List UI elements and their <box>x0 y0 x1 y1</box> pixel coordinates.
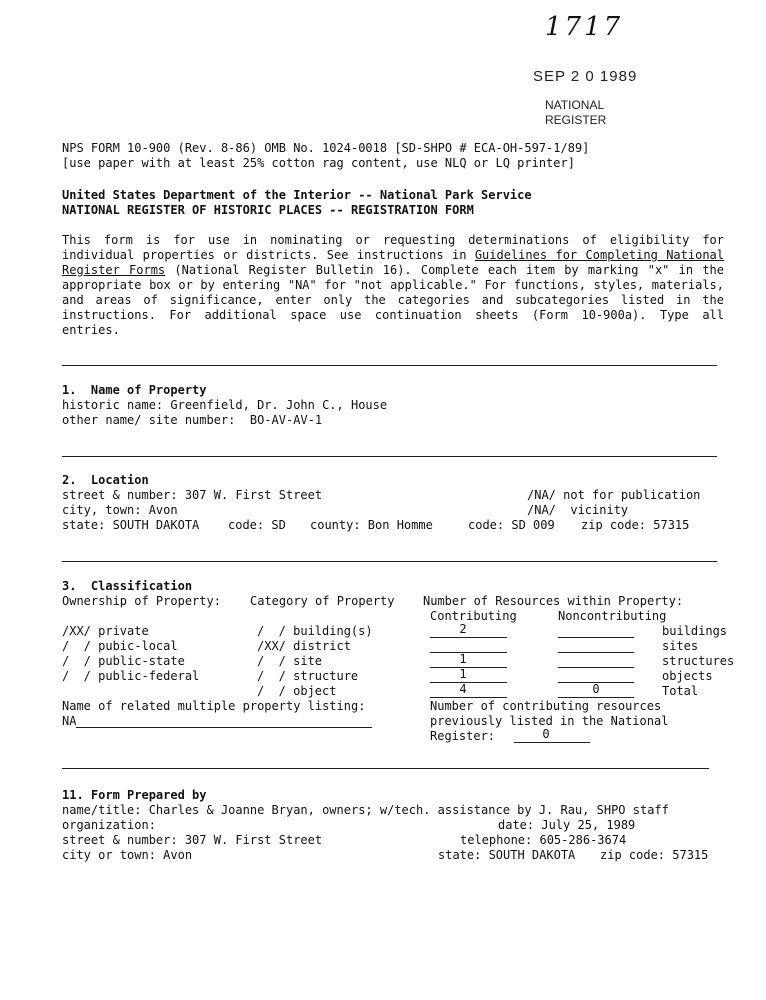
preparer-organization: organization: <box>62 818 156 832</box>
noncontributing-blank <box>558 667 634 668</box>
ownership-label: Ownership of Property: <box>62 594 221 608</box>
handwritten-number: 1717 <box>545 12 624 42</box>
section1-heading: 1. Name of Property <box>62 383 207 397</box>
received-date-stamp: SEP 2 0 1989 <box>533 68 638 85</box>
section3-heading: 3. Classification <box>62 579 193 593</box>
section-divider <box>62 561 717 562</box>
preparer-state: state: SOUTH DAKOTA <box>438 848 576 862</box>
stamp-national: NATIONAL <box>545 98 605 112</box>
section2-heading: 2. Location <box>62 473 149 487</box>
ownership-option: / / public-federal <box>62 669 200 683</box>
preparer-date: date: July 25, 1989 <box>498 818 636 832</box>
ownership-option: / / pubic-local <box>62 639 178 653</box>
resource-type-label: buildings <box>662 624 728 638</box>
ownership-option: / / public-state <box>62 654 185 668</box>
noncontributing-total: 0 <box>592 682 600 696</box>
contributing-count: 1 <box>459 667 467 681</box>
zip-code: zip code: 57315 <box>581 518 690 532</box>
previously-listed-label: Number of contributing resources <box>430 699 662 713</box>
preparer-telephone: telephone: 605-286-3674 <box>460 833 627 847</box>
category-option: / / object <box>257 684 337 698</box>
county-code: code: SD 009 <box>468 518 555 532</box>
category-label: Category of Property <box>250 594 395 608</box>
noncontributing-blank <box>558 637 634 638</box>
state-code: code: SD <box>228 518 286 532</box>
category-option: / / building(s) <box>257 624 373 638</box>
previously-listed-count: 0 <box>542 727 550 741</box>
vicinity: /NA/ vicinity <box>527 503 629 517</box>
form-title: NATIONAL REGISTER OF HISTORIC PLACES -- REGISTRATION FORM <box>62 203 474 217</box>
section11-heading: 11. Form Prepared by <box>62 788 207 802</box>
related-listing-value: NA <box>62 714 77 728</box>
contributing-blank <box>430 697 507 698</box>
previously-listed-blank <box>514 742 590 743</box>
stamp-register: REGISTER <box>545 113 607 127</box>
contributing-label: Contributing <box>430 609 517 623</box>
county: county: Bon Homme <box>310 518 433 532</box>
intro-text-1: This form is for use in nominating or requesting determinations of eligibility for individual properties or districts. See instructions in <box>62 233 724 262</box>
resources-label: Number of Resources within Property: <box>423 594 684 608</box>
contributing-total: 4 <box>459 682 467 696</box>
related-listing-blank <box>76 727 372 728</box>
related-listing-label: Name of related multiple property listing: <box>62 699 366 713</box>
intro-text-2: (National Register Bulletin 16). Complete each item by marking "x" in the appropriate box or by entering "NA" for "not applicable." For functions, styles, materials, and areas of significance, enter only the categories and subcategories listed in the instructions. For additional space use continuation sheets (Form 10-900a). Type all entries. <box>62 263 724 337</box>
preparer-street: street & number: 307 W. First Street <box>62 833 323 847</box>
category-option: / / site <box>257 654 323 668</box>
previously-listed-label: Register: <box>430 729 496 743</box>
category-option: / / structure <box>257 669 359 683</box>
contributing-blank <box>430 637 507 638</box>
previously-listed-label: previously listed in the National <box>430 714 669 728</box>
historic-name: historic name: Greenfield, Dr. John C., House <box>62 398 388 412</box>
preparer-zip: zip code: 57315 <box>600 848 709 862</box>
noncontributing-label: Noncontributing <box>558 609 667 623</box>
form-number-line: NPS FORM 10-900 (Rev. 8-86) OMB No. 1024-0018 [SD-SHPO # ECA-OH-597-1/89] <box>62 141 590 155</box>
resource-type-label: objects <box>662 669 713 683</box>
location-state: state: SOUTH DAKOTA <box>62 518 200 532</box>
guidelines-reference: Guidelines for Completing National Register Forms <box>62 248 724 277</box>
section-divider <box>62 365 717 366</box>
not-for-publication: /NA/ not for publication <box>527 488 701 502</box>
resource-type-label: sites <box>662 639 699 653</box>
noncontributing-blank <box>558 697 634 698</box>
category-option: /XX/ district <box>257 639 351 653</box>
paper-instruction-line: [use paper with at least 25% cotton rag content, use NLQ or LQ printer] <box>62 156 575 170</box>
location-city: city, town: Avon <box>62 503 178 517</box>
preparer-city: city or town: Avon <box>62 848 193 862</box>
resource-type-label: Total <box>662 684 699 698</box>
other-name: other name/ site number: BO-AV-AV-1 <box>62 413 323 427</box>
location-street: street & number: 307 W. First Street <box>62 488 323 502</box>
contributing-count: 1 <box>459 652 467 666</box>
contributing-count: 2 <box>459 622 467 636</box>
resource-type-label: structures <box>662 654 735 668</box>
preparer-name-title: name/title: Charles & Joanne Bryan, owners; w/tech. assistance by J. Rau, SHPO staff <box>62 803 669 817</box>
section-divider <box>62 456 717 457</box>
intro-paragraph <box>62 233 724 338</box>
noncontributing-blank <box>558 652 634 653</box>
department-line: United States Department of the Interior -- National Park Service <box>62 188 532 202</box>
ownership-option: /XX/ private <box>62 624 149 638</box>
section-divider <box>62 768 709 769</box>
